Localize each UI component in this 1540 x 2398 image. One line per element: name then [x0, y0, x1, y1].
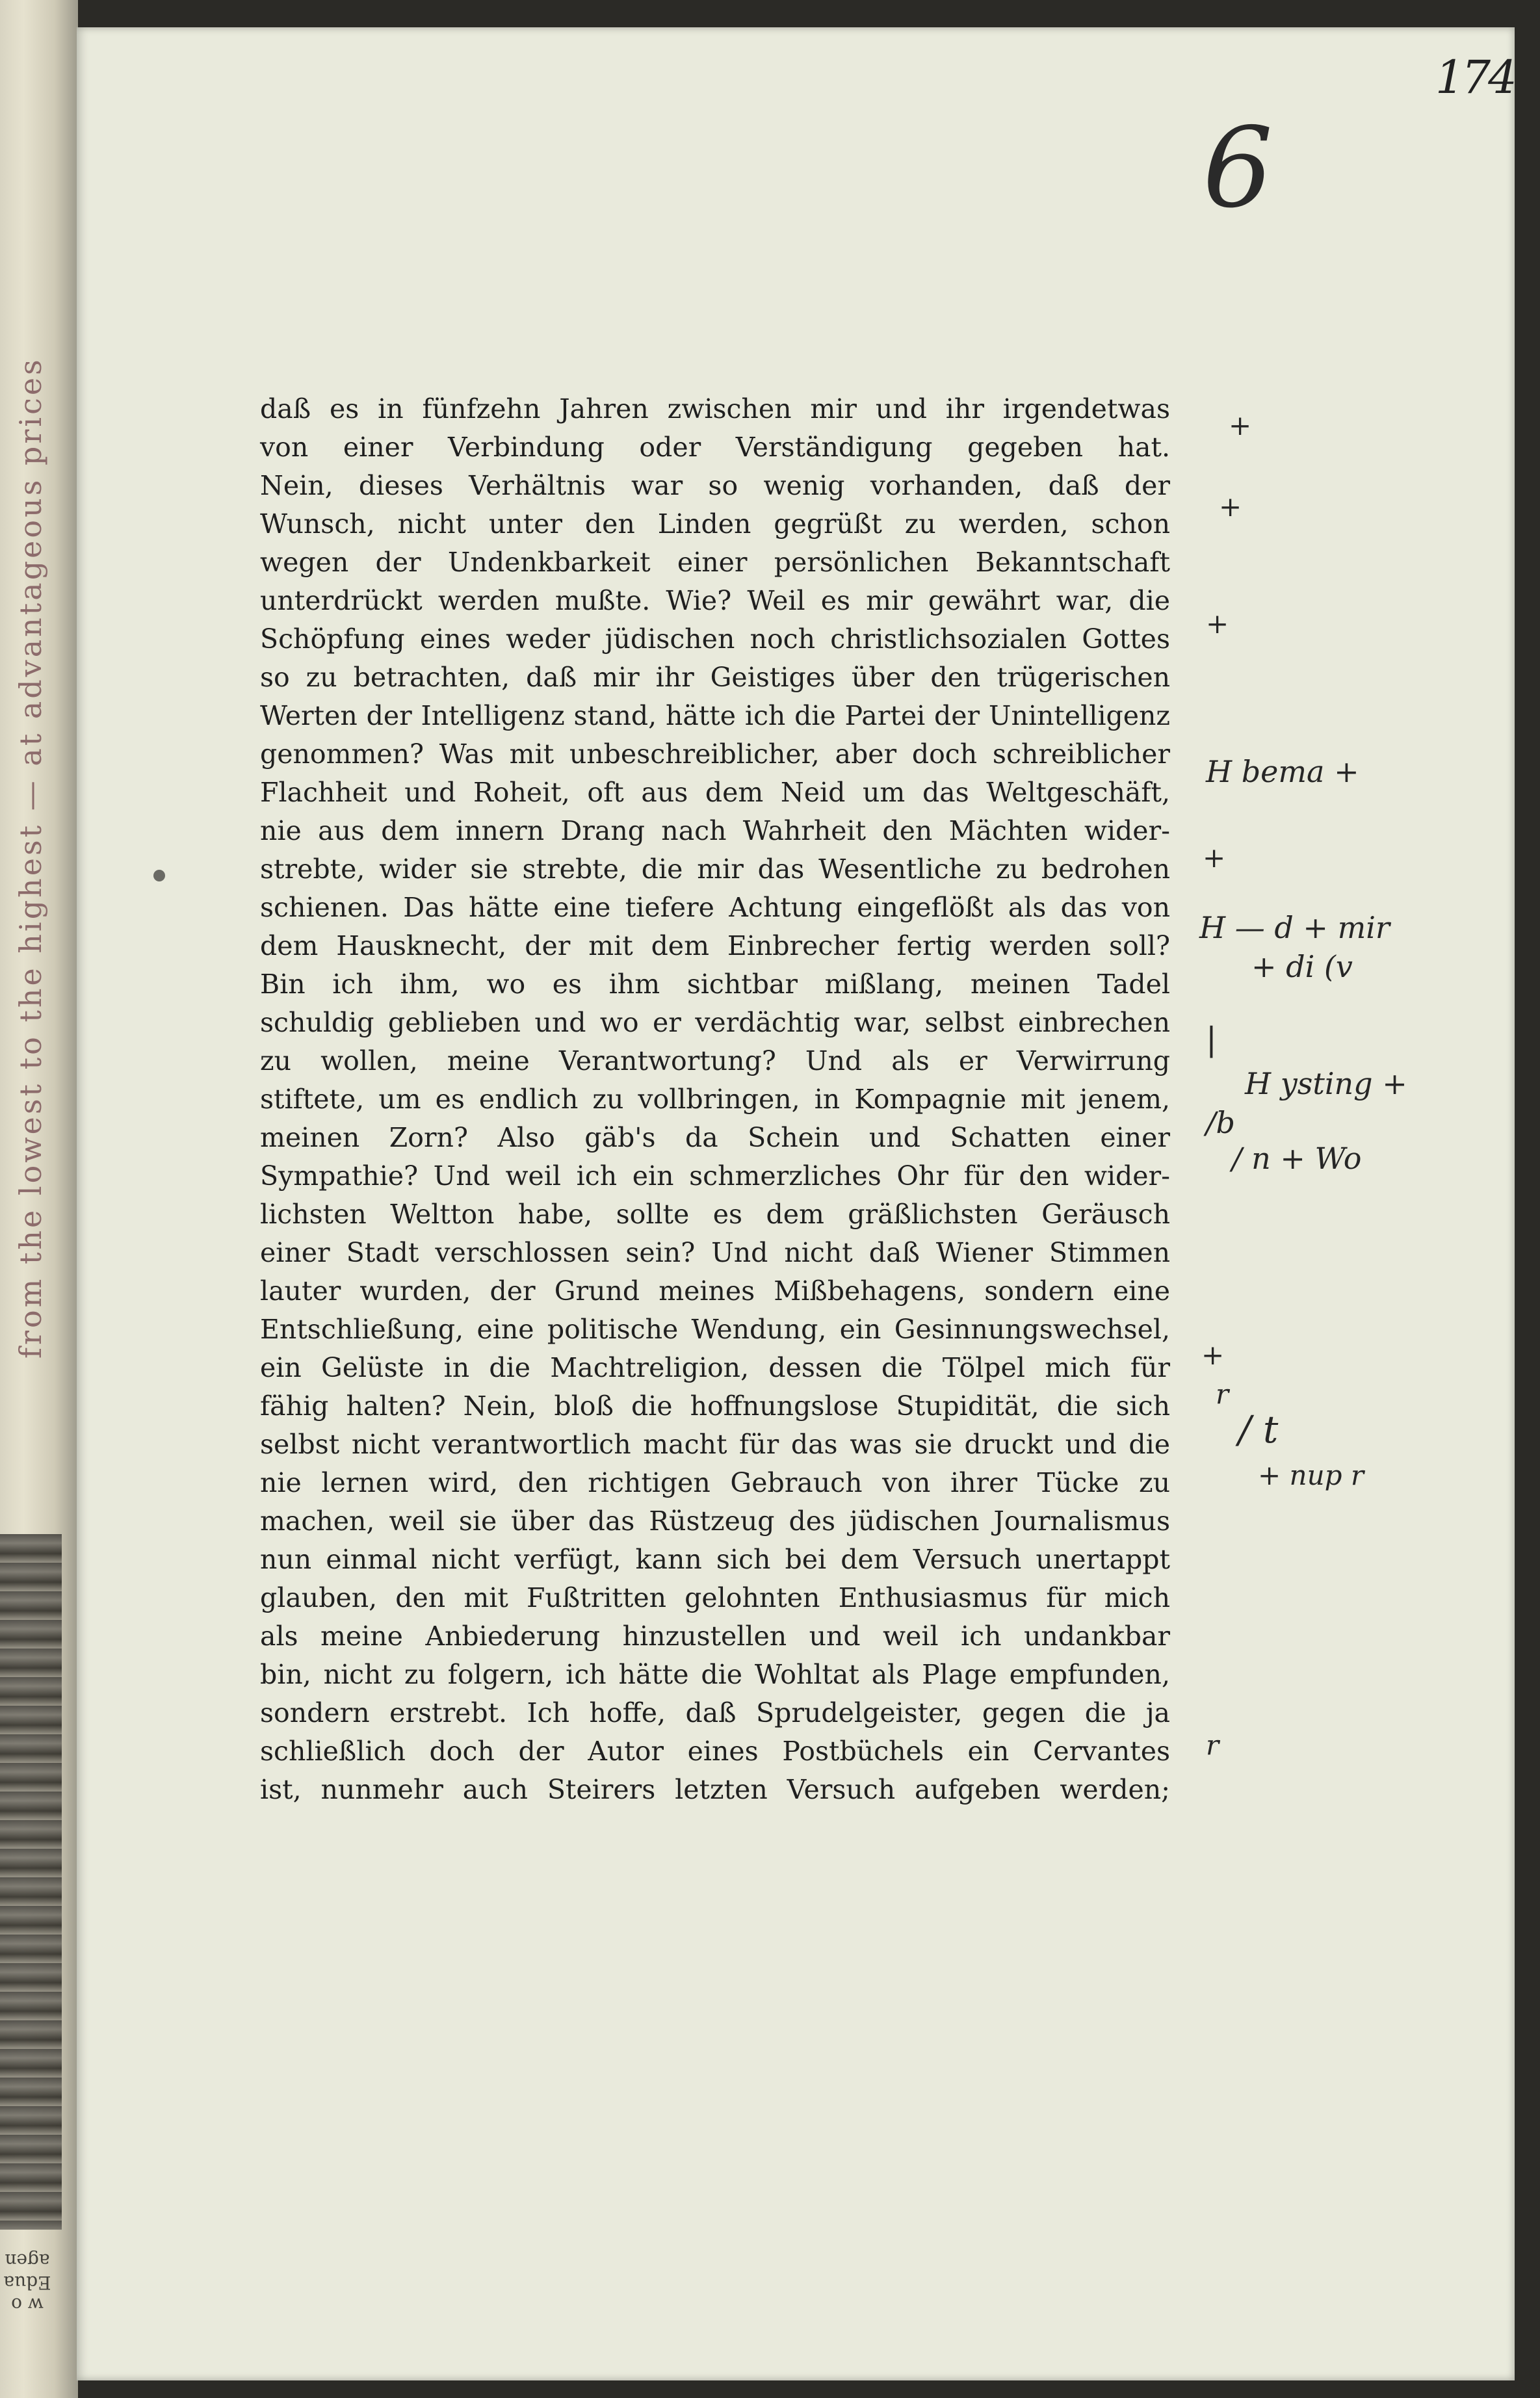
text-line: zu wollen, meine Verantwortung? Und als er Verwirrung	[260, 1045, 1170, 1076]
text-line: lichsten Weltton habe, sollte es dem gräßlichsten Geräusch	[260, 1199, 1170, 1230]
punch-hole	[153, 870, 165, 881]
margin-note: +	[1203, 842, 1226, 874]
text-line: glauben, den mit Fußtritten gelohnten Enthusiasmus für mich	[260, 1582, 1170, 1613]
text-line: ein Gelüste in die Machtreligion, dessen die Tölpel mich für	[260, 1352, 1170, 1383]
text-line: einer Stadt verschlossen sein? Und nicht daß Wiener Stimmen	[260, 1237, 1170, 1268]
margin-note: |	[1206, 1021, 1217, 1058]
text-line: Nein, dieses Verhältnis war so wenig vorhanden, daß der	[260, 470, 1170, 501]
text-line: bin, nicht zu folgern, ich hätte die Wohltat als Plage empfunden,	[260, 1659, 1170, 1690]
margin-note: / n + Wo	[1232, 1141, 1362, 1176]
book-spine	[0, 0, 78, 2398]
body-text	[260, 390, 1170, 1809]
text-line: selbst nicht verantwortlich macht für das was sie druckt und die	[260, 1429, 1170, 1460]
text-line: dem Hausknecht, der mit dem Einbrecher fertig werden soll?	[260, 930, 1170, 961]
margin-note: H bema +	[1206, 754, 1359, 789]
text-line: unterdrückt werden mußte. Wie? Weil es mir gewährt war, die	[260, 585, 1170, 616]
margin-note: +	[1201, 1339, 1225, 1371]
text-line: Werten der Intelligenz stand, hätte ich die Partei der Unintelligenz	[260, 700, 1170, 731]
text-line: von einer Verbindung oder Verständigung gegeben hat.	[260, 432, 1170, 463]
text-line: Bin ich ihm, wo es ihm sichtbar mißlang, meinen Tadel	[260, 969, 1170, 1000]
text-line: schienen. Das hätte eine tiefere Achtung eingeflößt als das von	[260, 892, 1170, 923]
text-line: meinen Zorn? Also gäb's da Schein und Schatten einer	[260, 1122, 1170, 1153]
text-line: machen, weil sie über das Rüstzeug des jüdischen Journalismus	[260, 1505, 1170, 1537]
margin-note: + nup r	[1258, 1459, 1364, 1491]
margin-note: + di (v	[1251, 949, 1353, 984]
text-line: stiftete, um es endlich zu vollbringen, in Kompagnie mit jenem,	[260, 1084, 1170, 1115]
text-line: Entschließung, eine politische Wendung, ein Gesinnungswechsel,	[260, 1314, 1170, 1345]
text-line: lauter wurden, der Grund meines Mißbehagens, sondern eine	[260, 1275, 1170, 1307]
margin-note: +	[1219, 491, 1242, 523]
margin-note: / t	[1238, 1407, 1279, 1452]
text-line: wegen der Undenkbarkeit einer persönlichen Bekanntschaft	[260, 547, 1170, 578]
text-line: als meine Anbiederung hinzustellen und weil ich undankbar	[260, 1621, 1170, 1652]
margin-note: +	[1206, 608, 1229, 640]
spine-bottom-text: w o Edua agen	[3, 2250, 51, 2315]
text-line: daß es in fünfzehn Jahren zwischen mir und ihr irgendetwas	[260, 393, 1170, 424]
text-line: Schöpfung eines weder jüdischen noch christlichsozialen Gottes	[260, 623, 1170, 655]
folio-number: 174	[1435, 51, 1515, 104]
text-line: Flachheit und Roheit, oft aus dem Neid um das Weltgeschäft,	[260, 777, 1170, 808]
margin-note: r	[1206, 1729, 1220, 1761]
text-line: fähig halten? Nein, bloß die hoffnungslose Stupidität, die sich	[260, 1390, 1170, 1422]
text-line: ist, nunmehr auch Steirers letzten Versuch aufgeben werden;	[260, 1774, 1170, 1805]
text-line: so zu betrachten, daß mir ihr Geistiges über den trügerischen	[260, 662, 1170, 693]
text-line: schuldig geblieben und wo er verdächtig war, selbst einbrechen	[260, 1007, 1170, 1038]
margin-note: /b	[1206, 1105, 1235, 1140]
margin-note: H ysting +	[1245, 1066, 1407, 1101]
text-line: Sympathie? Und weil ich ein schmerzliches Ohr für den wider-	[260, 1160, 1170, 1192]
margin-note: +	[1229, 410, 1252, 441]
text-line: strebte, wider sie strebte, die mir das Wesentliche zu bedrohen	[260, 854, 1170, 885]
text-line: nie lernen wird, den richtigen Gebrauch von ihrer Tücke zu	[260, 1467, 1170, 1498]
text-line: sondern erstrebt. Ich hoffe, daß Sprudelgeister, gegen die ja	[260, 1697, 1170, 1728]
page-number: 6	[1203, 104, 1273, 233]
text-line: nie aus dem innern Drang nach Wahrheit den Mächten wider-	[260, 815, 1170, 846]
text-line: nun einmal nicht verfügt, kann sich bei dem Versuch unertappt	[260, 1544, 1170, 1575]
text-line: Wunsch, nicht unter den Linden gegrüßt zu werden, schon	[260, 508, 1170, 540]
text-line: schließlich doch der Autor eines Postbüchels ein Cervantes	[260, 1736, 1170, 1767]
spine-vertical-text: from the lowest to the highest — at advantageous prices	[13, 357, 48, 1359]
margin-note: r	[1216, 1378, 1229, 1410]
margin-note: H — d + mir	[1199, 910, 1390, 945]
text-line: genommen? Was mit unbeschreiblicher, aber doch schreiblicher	[260, 738, 1170, 770]
spine-photo	[0, 1534, 62, 2230]
